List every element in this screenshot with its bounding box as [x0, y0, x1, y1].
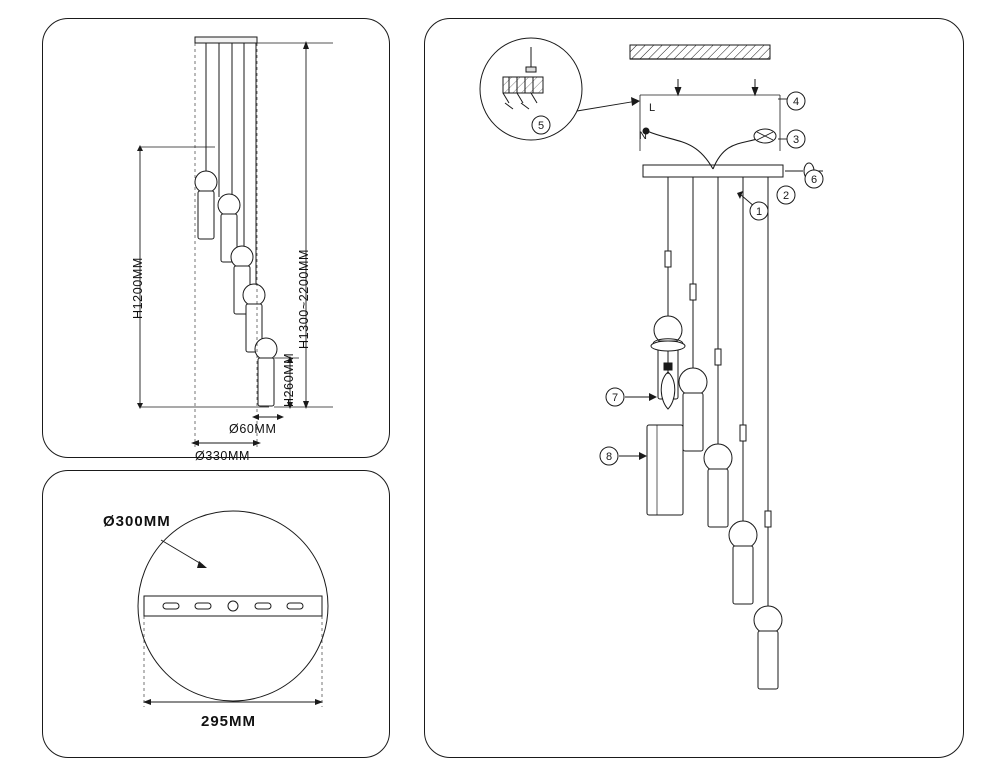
- wire-label-l: L: [649, 102, 656, 114]
- dim-canopy-spread: Ø330MM: [195, 449, 251, 463]
- wire-label-n: N: [639, 130, 647, 142]
- dim-bar-length: 295MM: [201, 713, 257, 730]
- ceiling-plate-panel: [42, 470, 390, 758]
- dim-drop-range: H1300~2200MM: [297, 249, 311, 349]
- callout-5: 5: [537, 120, 545, 132]
- callout-6: 6: [810, 174, 818, 186]
- installation-panel: [424, 18, 964, 758]
- callout-7: 7: [611, 392, 619, 404]
- callout-1: 1: [755, 206, 763, 218]
- callout-2: 2: [782, 190, 790, 202]
- callout-3: 3: [792, 134, 800, 146]
- installation-drawing: [425, 19, 963, 757]
- dim-shade-diameter: Ø60MM: [229, 422, 277, 436]
- callout-8: 8: [605, 451, 613, 463]
- front-elevation-panel: [42, 18, 390, 463]
- front-elevation-drawing: [43, 19, 389, 457]
- dim-shade-height: H260MM: [282, 352, 296, 407]
- dim-plate-diameter: Ø300MM: [103, 513, 171, 530]
- callout-4: 4: [792, 96, 800, 108]
- dim-drop-fixed: H1200MM: [131, 257, 145, 319]
